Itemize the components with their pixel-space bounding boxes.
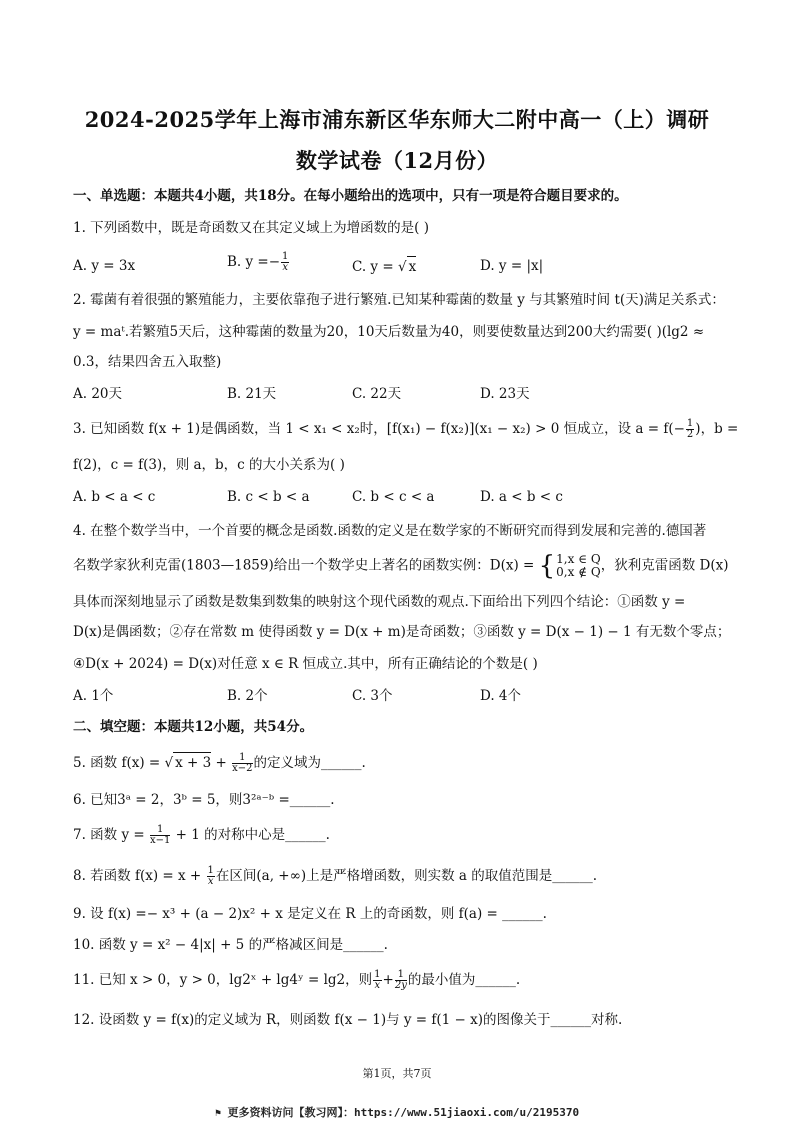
- q11-prefix: 11. 已知 x > 0，y > 0，lg2ˣ + lg4ʸ = lg2，则: [73, 972, 373, 988]
- exam-title-line2: 数学试卷（12月份）: [295, 148, 499, 173]
- q7-fraction: [150, 825, 170, 846]
- q8-numerator: 1: [207, 865, 214, 876]
- q4-option-d: D. 4个: [480, 688, 522, 704]
- q4-line2: [73, 551, 729, 581]
- q1-option-c: C. y = √ x: [352, 256, 416, 277]
- q1-option-a: A. y = 3x: [73, 258, 136, 274]
- page-number: 第1页，共7页: [362, 1067, 432, 1080]
- q11-denominator-1: x: [374, 980, 381, 991]
- q5-radicand: x + 3: [173, 752, 211, 773]
- q3-fraction-numerator: 1: [686, 418, 694, 429]
- q1-option-b-fraction: [281, 252, 289, 273]
- q7-numerator: 1: [150, 825, 170, 836]
- q4-case-irrational: 0,x ∉ Q: [556, 565, 601, 579]
- q3-option-a: A. b < a < c: [73, 489, 156, 505]
- q1-option-c-prefix: C. y =: [352, 259, 398, 275]
- q5-line: 5. 函数 f(x) = √ x + 3 + $\frac{1}{x-2}$ 的定义域为______.: [73, 752, 366, 774]
- q3-line1-suffix: )，b =: [695, 421, 739, 437]
- q7-prefix: 7. 函数 y =: [73, 827, 149, 843]
- q3-fraction: [686, 419, 694, 440]
- q11-numerator-1: 1: [374, 969, 381, 980]
- q4-option-b: B. 2个: [227, 688, 268, 704]
- q2-line3: 0.3，结果四舍五入取整): [73, 354, 222, 370]
- q2-line2: y = maᵗ.若繁殖5天后，这种霉菌的数量为20，10天后数量为40，则要使数量达到200大约需要( )(lg2 ≈: [73, 324, 705, 340]
- q1-option-b: [227, 252, 290, 273]
- resource-banner[interactable]: [0, 1104, 794, 1120]
- q12-line: 12. 设函数 y = f(x)的定义域为 R，则函数 f(x − 1)与 y = f(1 − x)的图像关于______对称.: [73, 1012, 623, 1028]
- q7-denominator: x−1: [149, 835, 171, 846]
- q9-line: 9. 设 f(x) =− x³ + (a − 2)x² + x 是定义在 R 上的奇函数，则 f(a) = ______.: [73, 906, 547, 922]
- flag-icon: ⚑: [214, 1108, 221, 1119]
- q8-suffix: 在区间(a, +∞)上是严格增函数，则实数 a 的取值范围是______.: [215, 868, 598, 884]
- q2-option-a: A. 20天: [73, 386, 123, 402]
- q1-option-b-prefix: B. y =−: [227, 254, 281, 270]
- q11-line: [73, 970, 723, 991]
- q11-suffix: 的最小值为______.: [407, 972, 521, 988]
- q4-line4: D(x)是偶函数；②存在常数 m 使得函数 y = D(x + m)是奇函数；③函数 y = D(x − 1) − 1 有无数个零点；: [73, 624, 731, 640]
- q1-option-c-radicand: x: [407, 256, 417, 277]
- q2-option-d: D. 23天: [480, 386, 530, 402]
- q5-suffix: 的定义域为______.: [253, 755, 366, 771]
- resource-banner-text: 更多资料访问【教习网】：https://www.51jiaoxi.com/u/2195370: [227, 1106, 580, 1119]
- q7-line: [73, 825, 723, 846]
- q5-plus: +: [211, 755, 232, 771]
- q3-line1-prefix: 3. 已知函数 f(x + 1)是偶函数，当 1 < x₁ < x₂时，[f(x₁) − f(x₂)](x₁ − x₂) > 0 恒成立，设 a = f(−: [73, 421, 685, 437]
- q2-line1: 2. 霉菌有着很强的繁殖能力，主要依靠孢子进行繁殖.已知某种霉菌的数量 y 与其繁殖时间 t(天)满足关系式：: [73, 292, 725, 308]
- q4-piecewise-function: { 1,x ∈ Q 0,x ∉ Q: [538, 551, 601, 581]
- q5-denominator: x−2: [232, 763, 253, 774]
- q4-option-a: A. 1个: [73, 688, 114, 704]
- q6-line: 6. 已知3ᵃ = 2，3ᵇ = 5，则3²ᵃ⁻ᵇ =______.: [73, 792, 335, 808]
- section2-heading: 二、填空题：本题共12小题，共54分。: [73, 719, 314, 735]
- q3-line2: f(2)，c = f(3)，则 a，b，c 的大小关系为( ): [73, 457, 345, 473]
- q4-case-rational: 1,x ∈ Q: [556, 552, 601, 566]
- q4-line5: ④D(x + 2024) = D(x)对任意 x ∈ R 恒成立.其中，所有正确结论的个数是( ): [73, 656, 538, 672]
- q8-line: [73, 866, 723, 887]
- q5-fraction: [232, 753, 252, 774]
- q4-line1: 4. 在整个数学当中，一个首要的概念是函数.函数的定义是在数学家的不断研究而得到发展和完善的.德国著: [73, 523, 707, 539]
- q10-line: 10. 函数 y = x² − 4|x| + 5 的严格减区间是______.: [73, 937, 388, 953]
- q11-denominator-2: 2y: [394, 980, 407, 991]
- q3-fraction-denominator: 2: [686, 429, 694, 440]
- q7-suffix: + 1 的对称中心是______.: [171, 827, 330, 843]
- q3-option-d: D. a < b < c: [480, 489, 563, 505]
- q11-numerator-2: 1: [395, 970, 407, 981]
- q4-line3: 具体而深刻地显示了函数是数集到数集的映射这个现代函数的观点.下面给出下列四个结论：①函数 y =: [73, 594, 686, 610]
- q4-line2-prefix: 名数学家狄利克雷(1803—1859)给出一个数学史上著名的函数实例：D(x) =: [73, 557, 535, 574]
- q4-option-c: C. 3个: [352, 688, 393, 704]
- q5-prefix: 5. 函数 f(x) =: [73, 755, 165, 771]
- q5-numerator: 1: [232, 753, 252, 764]
- q8-fraction: [207, 866, 215, 887]
- section1-heading: 一、单选题：本题共4小题，共18分。在每小题给出的选项中，只有一项是符合题目要求的。: [73, 188, 628, 204]
- q4-line2-suffix: ，狄利克雷函数 D(x): [600, 557, 729, 574]
- q11-plus: +: [382, 972, 394, 988]
- q2-option-c: C. 22天: [352, 386, 402, 402]
- q1-option-d: D. y = |x|: [480, 258, 544, 274]
- q3-option-b: B. c < b < a: [227, 489, 310, 505]
- q1-option-b-denominator: x: [282, 262, 289, 273]
- q11-fraction-1: [373, 970, 381, 991]
- q2-option-b: B. 21天: [227, 386, 277, 402]
- q1-option-b-numerator: 1: [282, 251, 289, 262]
- q3-line1: [73, 418, 739, 440]
- q8-prefix: 8. 若函数 f(x) = x +: [73, 868, 206, 884]
- exam-title-line1: 2024-2025学年上海市浦东新区华东师大二附中高一（上）调研: [84, 107, 710, 132]
- q1-stem: 1. 下列函数中，既是奇函数又在其定义域上为增函数的是( ): [73, 220, 429, 236]
- q3-option-c: C. b < c < a: [352, 489, 435, 505]
- q11-fraction-2: [395, 970, 407, 991]
- q8-denominator: x: [207, 876, 214, 887]
